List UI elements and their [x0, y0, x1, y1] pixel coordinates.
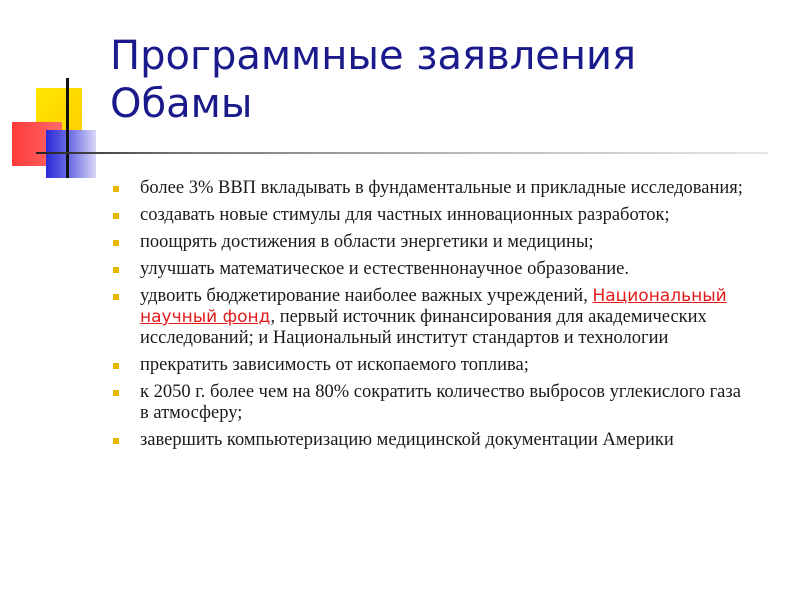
list-item-text-before: удвоить бюджетирование наиболее важных учреждений, [140, 286, 588, 306]
square-bullet-icon [113, 267, 119, 273]
list-item [110, 178, 750, 199]
list-item [110, 259, 750, 280]
decor-horizontal-line [36, 152, 768, 154]
list-item [110, 355, 750, 376]
square-bullet-icon [113, 186, 119, 192]
square-bullet-icon [113, 438, 119, 444]
decor-blue-square [46, 130, 96, 178]
slide-title [110, 32, 750, 128]
list-item-text: улучшать математическое и естественнонаучное образование. [140, 259, 630, 279]
nsf-link[interactable]: Национальный научный фонд [140, 286, 727, 327]
square-bullet-icon [113, 390, 119, 396]
list-item-text: поощрять достижения в области энергетики и медицины; [140, 232, 594, 252]
list-item [110, 430, 750, 451]
title-line-2: Обамы [110, 81, 253, 127]
list-item [110, 382, 750, 424]
decor-vertical-line [66, 78, 69, 178]
list-item-text: к 2050 г. более чем на 80% сократить количество выбросов углекислого газа в атмосферу; [140, 382, 741, 423]
list-item-text: прекратить зависимость от ископаемого топлива; [140, 355, 529, 375]
list-item-text: более 3% ВВП вкладывать в фундаментальные и прикладные исследования; [140, 178, 743, 198]
title-line-1: Программные заявления [110, 33, 637, 79]
square-bullet-icon [113, 363, 119, 369]
list-item [110, 205, 750, 226]
square-bullet-icon [113, 240, 119, 246]
list-item-text: завершить компьютеризацию медицинской документации Америки [140, 430, 674, 450]
list-item-text: создавать новые стимулы для частных инновационных разработок; [140, 205, 670, 225]
list-item [110, 232, 750, 253]
square-bullet-icon [113, 213, 119, 219]
bullet-list [110, 178, 750, 457]
square-bullet-icon [113, 294, 119, 300]
list-item-text-after: , первый источник финансирования для академических исследований; и Национальный институт стандартов и технологии [140, 307, 707, 348]
list-item [110, 286, 750, 349]
